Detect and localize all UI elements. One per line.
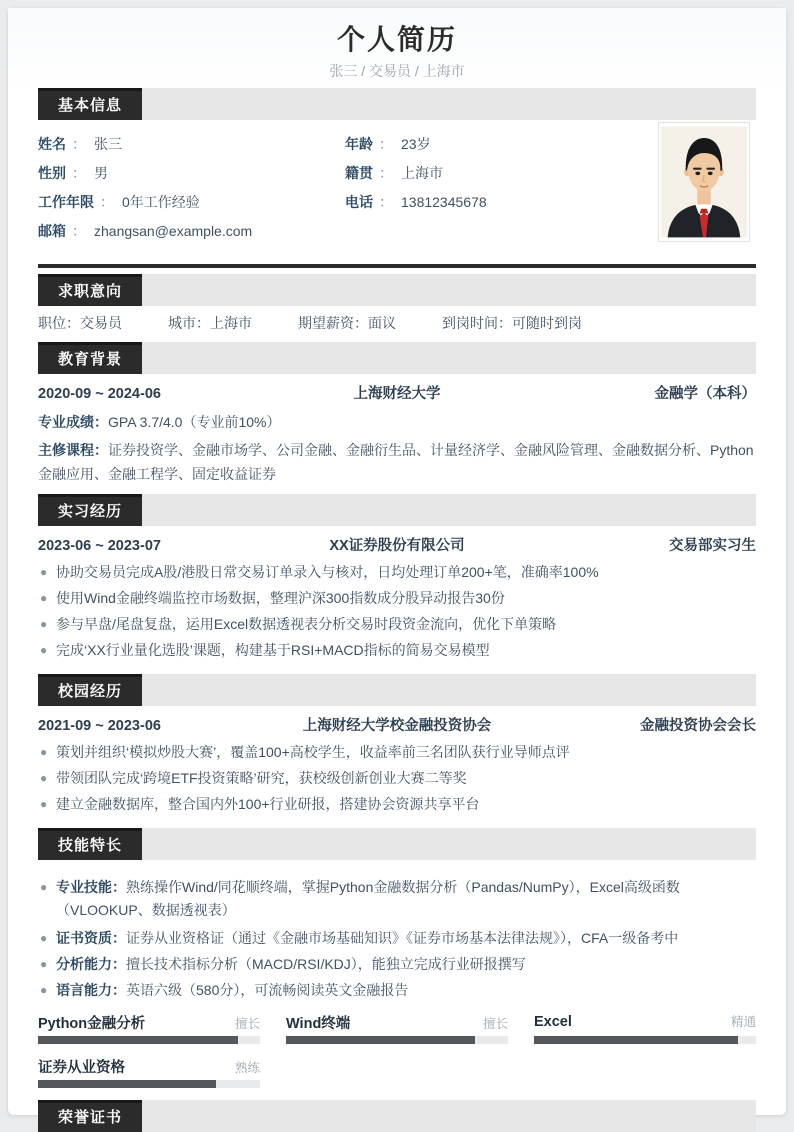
list-item <box>38 562 756 582</box>
skill-bar-fill <box>38 1080 216 1088</box>
skill-item-text: 擅长技术指标分析（MACD/RSI/KDJ），能独立完成行业研报撰写 <box>126 956 526 972</box>
bullet-icon: ● <box>40 957 48 971</box>
bullet-icon: ● <box>40 797 48 811</box>
skill-bar-securities-license <box>38 1056 260 1088</box>
section-header-education <box>38 342 756 374</box>
list-item <box>38 876 756 922</box>
intention-city: 城市：上海市 <box>168 315 252 331</box>
list-item <box>38 954 756 974</box>
skill-bar-fill <box>534 1036 738 1044</box>
skill-level: 精通 <box>730 1015 756 1029</box>
bullet-text: 使用Wind金融终端监控市场数据，整理沪深300指数成分股异动报告30份 <box>56 590 505 606</box>
section-header-skills <box>38 828 756 860</box>
skill-bar-track <box>38 1036 260 1044</box>
intention-salary: 期望薪资：面议 <box>298 315 396 331</box>
skill-item-text: 证券从业资格证（通过《金融市场基础知识》《证券市场基本法律法规》），CFA一级备考中 <box>126 930 679 946</box>
field-phone <box>345 188 626 217</box>
skill-level: 熟练 <box>234 1061 260 1075</box>
field-label: 工作年限 <box>38 194 94 210</box>
campus-period: 2021-09 ~ 2023-06 <box>38 718 161 734</box>
skills-bullets <box>38 876 756 1000</box>
campus-header-row <box>38 716 756 736</box>
field-value: 0年工作经验 <box>122 194 200 210</box>
field-separator: ： <box>379 136 393 152</box>
section-tab-internship: 实习经历 <box>38 494 142 526</box>
section-header-honors <box>38 1100 756 1132</box>
section-tab-education: 教育背景 <box>38 342 142 374</box>
resume-content <box>8 88 786 1132</box>
bullet-icon: ● <box>40 591 48 605</box>
skill-bar-track <box>286 1036 508 1044</box>
resume-header <box>8 8 786 88</box>
skill-bar-python <box>38 1012 260 1044</box>
list-item <box>38 614 756 634</box>
bullet-text <box>56 876 756 922</box>
field-separator: ： <box>100 194 114 210</box>
field-label: 年龄 <box>345 136 373 152</box>
skill-bar-track <box>38 1080 260 1088</box>
list-item <box>38 588 756 608</box>
skill-name: Python金融分析 <box>38 1016 146 1032</box>
skill-name: 证券从业资格 <box>38 1060 125 1076</box>
section-tab-honors: 荣誉证书 <box>38 1100 142 1132</box>
section-header-basic-info <box>38 88 756 120</box>
internship-bullets <box>38 562 756 660</box>
field-value: 13812345678 <box>401 194 487 210</box>
person-portrait-illustration <box>661 125 747 239</box>
field-value: 上海市 <box>401 165 443 181</box>
bullet-text: 参与早盘/尾盘复盘，运用Excel数据透视表分析交易时段资金流向，优化下单策略 <box>56 616 557 632</box>
field-name <box>38 130 345 159</box>
field-value: zhangsan@example.com <box>94 223 253 239</box>
field-hometown <box>345 159 626 188</box>
bullet-icon: ● <box>40 643 48 657</box>
courses-label: 主修课程： <box>38 442 108 458</box>
bullet-text <box>56 954 756 974</box>
bullet-icon: ● <box>40 983 48 997</box>
field-label: 籍贯 <box>345 165 373 181</box>
basic-info-grid <box>38 130 756 246</box>
skill-item-label: 语言能力： <box>56 982 126 998</box>
basic-info-block <box>38 120 756 258</box>
bullet-icon: ● <box>40 771 48 785</box>
field-label: 姓名 <box>38 136 66 152</box>
bullet-icon: ● <box>40 565 48 579</box>
skill-name: Excel <box>534 1014 572 1030</box>
education-degree: 金融学（本科） <box>654 386 756 402</box>
skill-item-text: 英语六级（580分），可流畅阅读英文金融报告 <box>126 982 409 998</box>
field-separator: ： <box>72 136 86 152</box>
field-age <box>345 130 626 159</box>
internship-role: 交易部实习生 <box>669 538 756 554</box>
education-block <box>38 374 756 494</box>
section-header-intention <box>38 274 756 306</box>
campus-role: 金融投资协会会长 <box>640 718 756 734</box>
gpa-label: 专业成绩： <box>38 414 108 430</box>
bullet-text: 协助交易员完成A股/港股日常交易订单录入与核对，日均处理订单200+笔，准确率100% <box>56 564 599 580</box>
intention-position: 职位：交易员 <box>38 315 122 331</box>
intention-availability: 到岗时间：可随时到岗 <box>442 315 582 331</box>
field-separator: ： <box>72 223 86 239</box>
section-header-campus <box>38 674 756 706</box>
gpa-value: GPA 3.7/4.0（专业前10%） <box>108 414 281 430</box>
campus-block <box>38 706 756 828</box>
bullet-text <box>56 928 756 948</box>
skill-level: 擅长 <box>482 1017 508 1031</box>
field-email <box>38 217 345 246</box>
list-item <box>38 768 756 788</box>
education-header-row <box>38 384 756 404</box>
list-item <box>38 980 756 1000</box>
internship-company: XX证券股份有限公司 <box>329 538 465 554</box>
field-separator: ： <box>379 165 393 181</box>
field-separator: ： <box>72 165 86 181</box>
internship-period: 2023-06 ~ 2023-07 <box>38 538 161 554</box>
education-school: 上海财经大学 <box>353 386 441 402</box>
skill-bar-wind <box>286 1012 508 1044</box>
bullet-text: 完成‘XX行业量化选股’课题，构建基于RSI+MACD指标的简易交易模型 <box>56 642 490 658</box>
field-value: 男 <box>94 165 108 181</box>
bullet-text: 带领团队完成‘跨境ETF投资策略’研究，获校级创新创业大赛二等奖 <box>56 770 467 786</box>
skill-bar-track <box>534 1036 756 1044</box>
campus-bullets <box>38 742 756 814</box>
bullet-icon: ● <box>40 931 48 945</box>
bullet-icon: ● <box>40 745 48 759</box>
section-tab-basic-info: 基本信息 <box>38 88 142 120</box>
resume-page <box>8 8 786 1126</box>
bullet-text: 策划并组织‘模拟炒股大赛’，覆盖100+高校学生，收益率前三名团队获行业导师点评 <box>56 744 570 760</box>
bullet-icon: ● <box>40 880 48 894</box>
page-subtitle: 张三 / 交易员 / 上海市 <box>329 63 465 79</box>
skill-item-text: 熟练操作Wind/同花顺终端，掌握Python金融数据分析（Pandas/NumPy），Excel高级函数（VLOOKUP、数据透视表） <box>56 879 680 918</box>
skill-bar-fill <box>286 1036 475 1044</box>
field-experience-years <box>38 188 345 217</box>
skill-bar-excel <box>534 1012 756 1044</box>
list-item <box>38 640 756 660</box>
internship-header-row <box>38 536 756 556</box>
skill-item-label: 分析能力： <box>56 956 126 972</box>
skill-name: Wind终端 <box>286 1016 351 1032</box>
intention-line <box>38 313 756 333</box>
page-title: 个人简历 <box>336 24 457 55</box>
skill-item-label: 专业技能： <box>56 879 126 895</box>
courses-value: 证券投资学、金融市场学、公司金融、金融衍生品、计量经济学、金融风险管理、金融数据分析、Python金融应用、金融工程学、固定收益证券 <box>38 442 754 482</box>
skills-block <box>38 860 756 1100</box>
field-label: 邮箱 <box>38 223 66 239</box>
section-header-internship <box>38 494 756 526</box>
field-label: 电话 <box>345 194 373 210</box>
list-item <box>38 928 756 948</box>
skill-bars-grid <box>38 1006 756 1098</box>
field-value: 23岁 <box>401 136 431 152</box>
bullet-icon: ● <box>40 617 48 631</box>
skill-level: 擅长 <box>234 1017 260 1031</box>
section-divider <box>38 264 756 268</box>
section-tab-campus: 校园经历 <box>38 674 142 706</box>
education-courses-line <box>38 438 756 486</box>
field-gender <box>38 159 345 188</box>
internship-block <box>38 526 756 674</box>
field-separator: ： <box>379 194 393 210</box>
section-tab-skills: 技能特长 <box>38 828 142 860</box>
list-item <box>38 794 756 814</box>
education-gpa-line <box>38 412 756 432</box>
field-label: 性别 <box>38 165 66 181</box>
bullet-text <box>56 980 756 1000</box>
profile-photo <box>658 122 750 242</box>
field-value: 张三 <box>94 136 122 152</box>
education-period: 2020-09 ~ 2024-06 <box>38 386 161 402</box>
skill-item-label: 证书资质： <box>56 930 126 946</box>
bullet-text: 建立金融数据库，整合国内外100+行业研报，搭建协会资源共享平台 <box>56 796 480 812</box>
list-item <box>38 742 756 762</box>
section-tab-intention: 求职意向 <box>38 274 142 306</box>
skill-bar-fill <box>38 1036 238 1044</box>
campus-organization: 上海财经大学校金融投资协会 <box>302 718 492 734</box>
